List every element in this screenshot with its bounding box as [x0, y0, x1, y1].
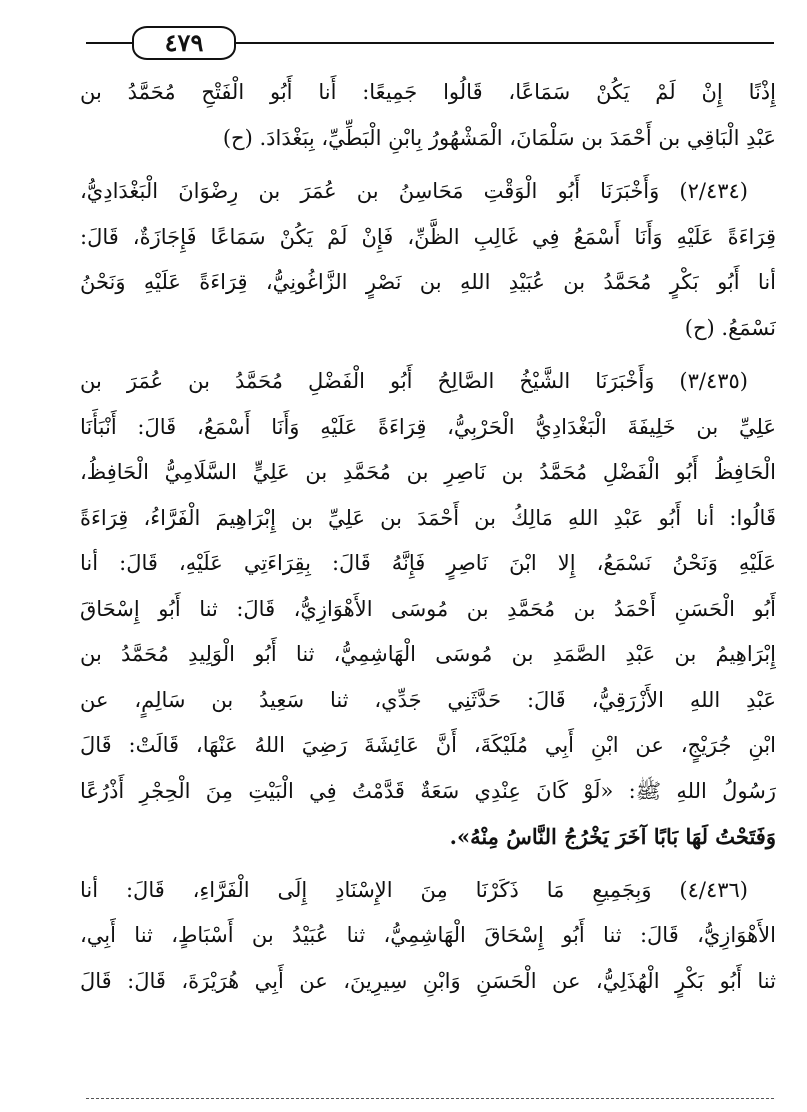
text-line: ابْنِ جُرَيْجٍ، عن ابْنِ أَبِي مُلَيْكَةَ، أَنَّ عَائِشَةَ رَضِيَ اللهُ عَنْهَا، قَالَتْ: قَالَ — [80, 733, 776, 757]
paragraph-intro — [80, 70, 776, 161]
text-line: أَبُو الْحَسَنِ أَحْمَدُ بن مُحَمَّدِ بن مُوسَى الأَهْوَازِيُّ، قَالَ: ثنا أَبُو إِسْحَاقَ — [80, 596, 776, 621]
page-number: ٤٧٩ — [132, 26, 236, 60]
paragraph-436 — [80, 868, 776, 1005]
text-line: نَسْمَعُ. (ح) — [684, 315, 776, 340]
text-line: ثنا أَبُو بَكْرٍ الْهُذَلِيُّ، عن الْحَسَنِ وَابْنِ سِيرِينَ، عن أَبِي هُرَيْرَةَ، قَالَ: قَالَ — [80, 968, 776, 993]
hadith-text-line: رَسُولُ اللهِ ﷺ: «لَوْ كَانَ عِنْدِي سَعَةٌ قَدَّمْتُ فِي الْبَيْتِ مِنَ الْحِجْرِ أَذْرُعًا — [80, 778, 776, 803]
text-line: (٤/٤٣٦) وَبِجَمِيعِ مَا ذَكَرْنَا مِنَ الإِسْنَادِ إِلَى الْفَرَّاءِ، قَالَ: أنا — [80, 877, 748, 902]
text-line: (٢/٤٣٤) وَأَخْبَرَنَا أَبُو الْوَقْتِ مَحَاسِنُ بن عُمَرَ بن رِضْوَانَ الْبَغْدَادِيُّ، — [80, 179, 748, 203]
text-line: قَالُوا: أنا أَبُو عَبْدِ اللهِ مَالِكُ بن أَحْمَدَ بن عَلِيِّ بن إِبْرَاهِيمَ الْفَرَّاءُ، قِرَاءَةً — [80, 505, 776, 530]
text-line: أنا أَبُو بَكْرٍ مُحَمَّدُ بن عُبَيْدِ اللهِ بن نَصْرٍ الزَّاغُونِيُّ، قِرَاءَةً عَلَيْهِ وَنَحْنُ — [80, 270, 776, 294]
hadith-text-line: وَفَتَحْتُ لَهَا بَابًا آخَرَ يَخْرُجُ النَّاسُ مِنْهُ». — [449, 824, 776, 849]
text-line: الأَهْوَازِيُّ، قَالَ: ثنا أَبُو إِسْحَاقَ الْهَاشِمِيُّ، ثنا عُبَيْدُ بن أَسْبَاطٍ، ثنا أَبِي، — [80, 923, 776, 947]
text-line: عَبْدِ الْبَاقِي بن أَحْمَدَ بن سَلْمَانَ، الْمَشْهُورُ بِابْنِ الْبَطِّيِّ، بِبَغْدَادَ. (ح) — [222, 125, 776, 150]
text-line: (٣/٤٣٥) وَأَخْبَرَنَا الشَّيْخُ الصَّالِحُ أَبُو الْفَضْلِ مُحَمَّدُ بن عُمَرَ بن — [80, 369, 748, 393]
footer-rule — [86, 1098, 774, 1099]
text-line: عَبْدِ اللهِ الأَزْرَقِيُّ، قَالَ: حَدَّثَنِي جَدِّي، ثنا سَعِيدُ بن سَالِمٍ، عن — [80, 687, 776, 712]
paragraph-434 — [80, 169, 776, 351]
text-line: عَلِيِّ بن خَلِيفَةَ الْبَغْدَادِيُّ الْحَرْبِيُّ، قِرَاءَةً عَلَيْهِ وَأَنَا أَسْمَعُ، قَالَ: أَنْبَأَنَا — [80, 414, 776, 439]
text-line: إِبْرَاهِيمُ بن عَبْدِ الصَّمَدِ بن مُوسَى الْهَاشِمِيُّ، ثنا أَبُو الْوَلِيدِ مُحَمَّدُ بن — [80, 642, 776, 666]
text-line: الْحَافِظُ أَبُو الْفَضْلِ مُحَمَّدُ بن نَاصِرِ بن مُحَمَّدِ بن عَلِيٍّ السَّلَامِيُّ الْحَافِظُ، — [80, 460, 776, 484]
page-body — [80, 70, 776, 1012]
paragraph-435 — [80, 359, 776, 860]
text-line: قِرَاءَةً عَلَيْهِ وَأَنَا أَسْمَعُ فِي غَالِبِ الظَّنِّ، فَإِنْ لَمْ يَكُنْ سَمَاعًا فَإِجَازَةٌ، قَالَ: — [80, 224, 776, 249]
text-line: إِذْنًا إِنْ لَمْ يَكُنْ سَمَاعًا، قَالُوا جَمِيعًا: أَنا أَبُو الْفَتْحِ مُحَمَّدُ بن — [80, 80, 776, 104]
text-line: عَلَيْهِ وَنَحْنُ نَسْمَعُ، إِلا ابْنَ نَاصِرٍ فَإِنَّهُ قَالَ: بِقِرَاءَتِي عَلَيْهِ، قَالَ: أنا — [80, 551, 776, 575]
